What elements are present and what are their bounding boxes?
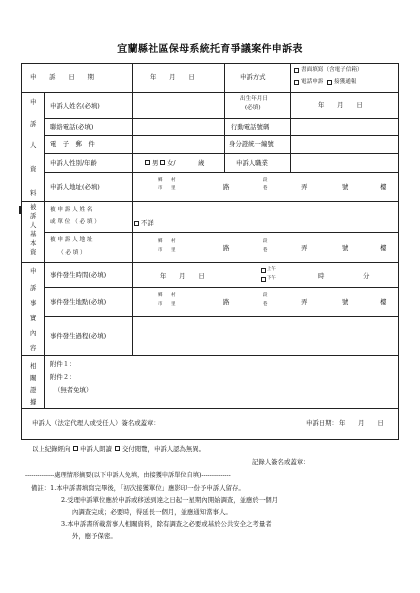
record-line-prefix: 以上紀錄經向	[32, 445, 71, 453]
table-border-left	[21, 63, 22, 439]
address-section-label: 段	[263, 178, 268, 183]
col-line	[44, 92, 45, 408]
respondent-alley-label: 弄	[301, 244, 308, 252]
occupation-label: 申訴人職業	[236, 159, 268, 167]
section-complainant-label: 資	[30, 165, 37, 173]
complaint-method-label: 申訴方式	[240, 73, 266, 81]
section-event-label: 訴	[30, 284, 37, 292]
section-respondent-label: 人	[30, 221, 37, 229]
col-line	[132, 63, 133, 92]
event-lane-label: 巷	[263, 302, 268, 307]
address-alley-label: 弄	[301, 183, 308, 191]
event-pm-label: 下午	[267, 276, 276, 281]
respondent-city-label: 市 里	[158, 248, 176, 253]
event-township-label: 鄉 村	[158, 293, 176, 298]
complaint-date-value[interactable]: 年 月 日	[150, 73, 195, 81]
event-place-label: 事件發生地點(必填)	[50, 298, 107, 306]
method-phone-checkbox[interactable]	[294, 80, 299, 85]
age-unit: 歲	[198, 159, 205, 167]
attachment-2-label: 附件２：	[50, 373, 76, 381]
section-complainant-label: 訴	[30, 120, 37, 128]
note-3-continued: 外，應予保密。	[72, 532, 117, 540]
event-floor-label: 樓	[380, 298, 387, 306]
gender-female-label: 女/	[167, 159, 176, 167]
section-evidence-label: 證	[30, 386, 37, 394]
id-number-field[interactable]	[291, 136, 397, 152]
birthdate-label: 出生年月日	[240, 96, 268, 102]
complainant-phone-label: 聯絡電話(必填)	[50, 123, 94, 131]
gender-male-checkbox[interactable]	[145, 160, 150, 165]
section-evidence-label: 相	[30, 362, 37, 370]
respondent-township-label: 鄉 村	[158, 239, 176, 244]
row-line	[21, 262, 399, 263]
signature-date-value[interactable]: 年 月 日	[339, 419, 384, 427]
complaint-date-label: 申 訴 日 期	[30, 73, 94, 81]
table-border-top	[21, 63, 399, 64]
method-written-label: 書面填寫（含電子信箱）	[301, 67, 363, 73]
section-event-label: 事	[30, 299, 37, 307]
row-line	[21, 408, 399, 409]
page-title: 宜蘭縣社區保母系統托育爭議案件申訴表	[117, 44, 303, 55]
event-am-checkbox[interactable]	[261, 268, 266, 273]
signature-field[interactable]	[190, 412, 300, 436]
respondent-lane-label: 巷	[263, 248, 268, 253]
handling-summary-header: --------------處理情形摘要(以下申訴人免填，由接獲申訴單位自填)--------------	[25, 472, 231, 479]
gender-age-label: 申訴人性別/年齡	[50, 159, 97, 167]
complainant-address-label: 申訴人地址(必填)	[50, 183, 100, 191]
note-1: 備註：1.本申訴書填寫完畢後，「初次接獲單位」應影印一份予申訴人留存。	[31, 484, 245, 492]
address-road-label: 路	[223, 183, 230, 191]
event-am-label: 上午	[267, 267, 276, 272]
event-number-label: 號	[342, 298, 349, 306]
complainant-name-label: 申訴人姓名(必填)	[50, 102, 100, 110]
section-evidence-label: 關	[30, 374, 37, 382]
record-read-checkbox[interactable]	[73, 446, 78, 451]
respondent-section-label: 段	[263, 239, 268, 244]
event-process-field[interactable]	[133, 317, 397, 354]
event-time-label: 事件發生時間(必填)	[50, 271, 107, 279]
section-respondent-label: 本	[30, 239, 37, 247]
gender-male-label: 男	[152, 159, 159, 167]
note-2-continued: 內調查完成；必要時，得延長一個月，並應通知當事人。	[72, 508, 232, 516]
respondent-name-label: 被 申 訴 人 姓 名	[50, 207, 93, 213]
section-respondent-label: 被	[30, 203, 37, 211]
row-line	[44, 232, 399, 233]
method-report-label: 接獲通報	[334, 79, 357, 85]
method-written-checkbox[interactable]	[294, 68, 299, 73]
event-city-label: 市 里	[158, 302, 176, 307]
note-2: 2.受理申訴單位應於申訴或移送到達之日起一星期內開始調查，並應於一個月	[61, 496, 278, 504]
address-city-label: 市 里	[158, 186, 176, 191]
respondent-address-label: 被 申 訴 人 地 址	[50, 237, 93, 243]
respondent-road-label: 路	[223, 244, 230, 252]
id-number-label: 身分證統一編號	[229, 140, 274, 148]
signature-label: 申訴人（法定代理人或受任人）簽名或蓋章：	[32, 419, 160, 427]
event-pm-checkbox[interactable]	[261, 277, 266, 282]
respondent-name-field[interactable]	[133, 202, 397, 218]
row-line	[21, 355, 399, 356]
mobile-label: 行動電話號碼	[231, 123, 270, 131]
table-border-right	[398, 63, 399, 439]
col-line	[224, 63, 225, 92]
row-line	[44, 172, 399, 173]
event-road-label: 路	[223, 298, 230, 306]
method-phone-label: 電話申訴	[301, 79, 324, 85]
table-border-bottom	[21, 439, 399, 440]
mobile-field[interactable]	[291, 119, 397, 134]
section-respondent-label: 訴	[30, 212, 37, 220]
signature-date-label: 申訴日期：	[306, 419, 338, 427]
complainant-name-field[interactable]	[133, 93, 223, 117]
section-event-label: 內	[30, 329, 37, 337]
respondent-unknown-checkbox[interactable]	[134, 221, 139, 226]
section-evidence-label: 據	[30, 398, 37, 406]
record-read-label: 申訴人朗讀	[80, 445, 112, 453]
section-complainant-label: 申	[30, 98, 37, 106]
section-event-label: 申	[30, 267, 37, 275]
event-alley-label: 弄	[301, 298, 308, 306]
address-lane-label: 巷	[263, 186, 268, 191]
section-marker	[19, 206, 22, 214]
record-review-checkbox[interactable]	[115, 446, 120, 451]
section-complainant-label: 人	[30, 141, 37, 149]
event-section-label: 段	[263, 293, 268, 298]
col-line	[224, 92, 225, 172]
section-complainant-label: 料	[30, 189, 37, 197]
respondent-number-label: 號	[342, 244, 349, 252]
address-floor-label: 樓	[380, 183, 387, 191]
section-respondent-label: 資	[30, 248, 37, 256]
respondent-address-label-2: （ 必 填 ）	[58, 250, 86, 256]
address-township-label: 鄉 村	[158, 178, 176, 183]
event-date-value[interactable]: 年 月 日	[160, 272, 205, 280]
respondent-name-label-2: 或 單 位 （ 必 填 ）	[50, 219, 100, 225]
respondent-floor-label: 樓	[380, 244, 387, 252]
row-line	[44, 287, 399, 288]
respondent-unknown-label: 不詳	[141, 219, 154, 227]
email-label: 電 子 郵 件	[50, 140, 95, 148]
event-process-label: 事件發生過程(必填)	[50, 332, 107, 340]
section-event-label: 容	[30, 344, 37, 352]
attachment-1-label: 附件１：	[50, 360, 76, 368]
birthdate-required-label: (必填)	[245, 105, 261, 111]
complainant-phone-field[interactable]	[133, 119, 223, 134]
method-report-checkbox[interactable]	[327, 80, 332, 85]
gender-female-checkbox[interactable]	[160, 160, 165, 165]
recorder-signature-label: 記錄人簽名或蓋章：	[252, 458, 310, 466]
occupation-field[interactable]	[291, 154, 397, 171]
address-number-label: 號	[342, 183, 349, 191]
email-field[interactable]	[133, 136, 223, 152]
col-line	[290, 63, 291, 92]
birthdate-value[interactable]: 年 月 日	[318, 101, 363, 109]
note-3: 3.本申訴書所載當事人相關資料，除有調查之必要或基於公共安全之考量者	[61, 520, 272, 528]
section-respondent-label: 基	[30, 230, 37, 238]
attachment-optional-note: （無者免填）	[54, 386, 93, 394]
event-minute-label: 分	[363, 272, 370, 280]
section-event-label: 實	[30, 314, 37, 322]
record-review-label: 交付閱覽，申訴人認為無異。	[122, 445, 206, 453]
event-hour-label: 時	[318, 272, 325, 280]
